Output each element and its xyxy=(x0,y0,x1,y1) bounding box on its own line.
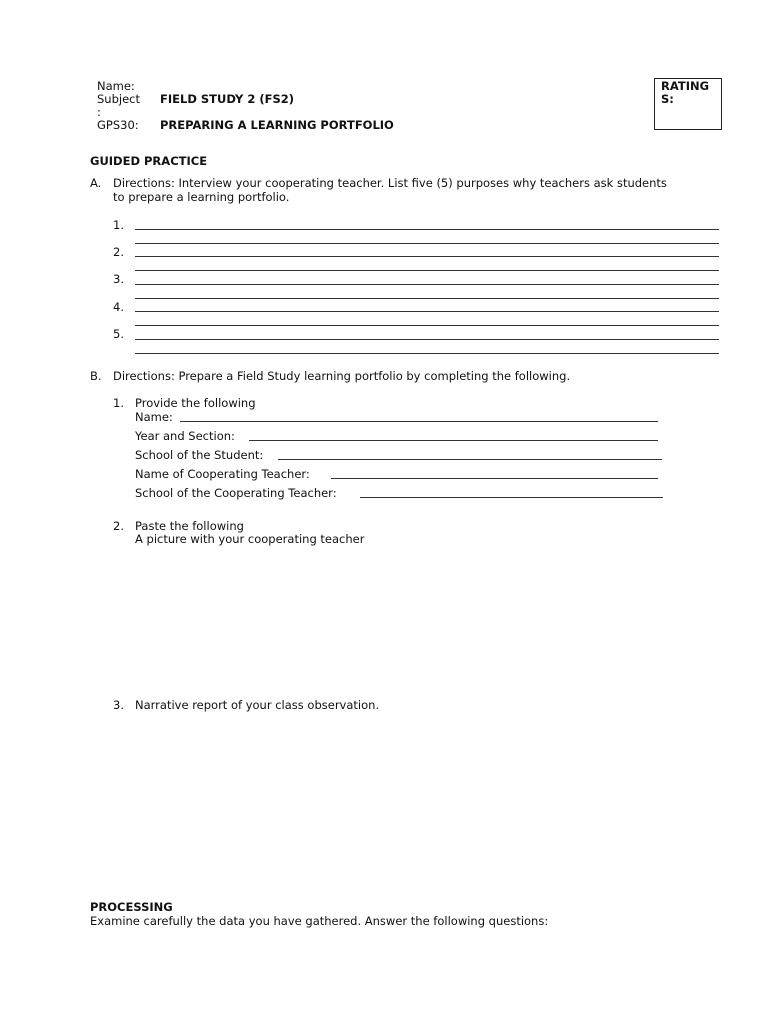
answer-number-5: 5. xyxy=(113,327,124,341)
b-item1-title: Provide the following xyxy=(135,396,256,410)
processing-heading: PROCESSING xyxy=(90,900,173,914)
answer-line-5a[interactable] xyxy=(135,339,719,340)
field-line-name[interactable] xyxy=(180,421,658,422)
b-item3-number: 3. xyxy=(113,698,124,712)
answer-line-2b[interactable] xyxy=(135,270,719,271)
field-line-school-student[interactable] xyxy=(278,459,662,460)
field-label-year-section: Year and Section: xyxy=(135,429,235,443)
field-line-school-cooperating-teacher[interactable] xyxy=(360,497,663,498)
field-line-cooperating-teacher[interactable] xyxy=(331,478,658,479)
answer-number-1: 1. xyxy=(113,218,124,232)
guided-practice-heading: GUIDED PRACTICE xyxy=(90,154,208,168)
b-item2-title: Paste the following xyxy=(135,519,244,533)
answer-number-3: 3. xyxy=(113,272,124,286)
answer-line-1a[interactable] xyxy=(135,229,719,230)
field-line-year-section[interactable] xyxy=(249,440,658,441)
rating-box[interactable] xyxy=(654,78,722,130)
answer-number-4: 4. xyxy=(113,300,124,314)
field-label-school-cooperating-teacher: School of the Cooperating Teacher: xyxy=(135,486,337,500)
section-a-directions-line2: to prepare a learning portfolio. xyxy=(113,190,290,204)
section-a-directions-line1: Directions: Interview your cooperating teacher. List five (5) purposes why teachers ask students xyxy=(113,176,667,190)
answer-line-1b[interactable] xyxy=(135,243,719,244)
subject-value: FIELD STUDY 2 (FS2) xyxy=(160,92,295,106)
section-b-directions: Directions: Prepare a Field Study learning portfolio by completing the following. xyxy=(113,369,571,383)
gps-label: GPS30: xyxy=(97,118,139,132)
section-a-marker: A. xyxy=(90,176,102,190)
b-item1-number: 1. xyxy=(113,396,124,410)
answer-number-2: 2. xyxy=(113,245,124,259)
name-label: Name: xyxy=(97,79,135,93)
field-label-school-student: School of the Student: xyxy=(135,448,264,462)
processing-instructions: Examine carefully the data you have gathered. Answer the following questions: xyxy=(90,914,549,928)
answer-line-3b[interactable] xyxy=(135,298,719,299)
b-item2-subtitle: A picture with your cooperating teacher xyxy=(135,532,365,546)
section-b-marker: B. xyxy=(90,369,102,383)
rating-label-line1: RATING xyxy=(661,79,710,93)
subject-colon: : xyxy=(97,105,101,119)
field-label-name: Name: xyxy=(135,410,173,424)
subject-label: Subject xyxy=(97,92,140,106)
answer-line-4b[interactable] xyxy=(135,325,719,326)
b-item3-title: Narrative report of your class observation. xyxy=(135,698,380,712)
answer-line-2a[interactable] xyxy=(135,256,719,257)
field-label-cooperating-teacher: Name of Cooperating Teacher: xyxy=(135,467,310,481)
answer-line-4a[interactable] xyxy=(135,311,719,312)
answer-line-3a[interactable] xyxy=(135,284,719,285)
b-item2-number: 2. xyxy=(113,519,124,533)
gps-title: PREPARING A LEARNING PORTFOLIO xyxy=(160,118,394,132)
answer-line-5b[interactable] xyxy=(135,353,719,354)
rating-label-line2: S: xyxy=(661,92,674,106)
